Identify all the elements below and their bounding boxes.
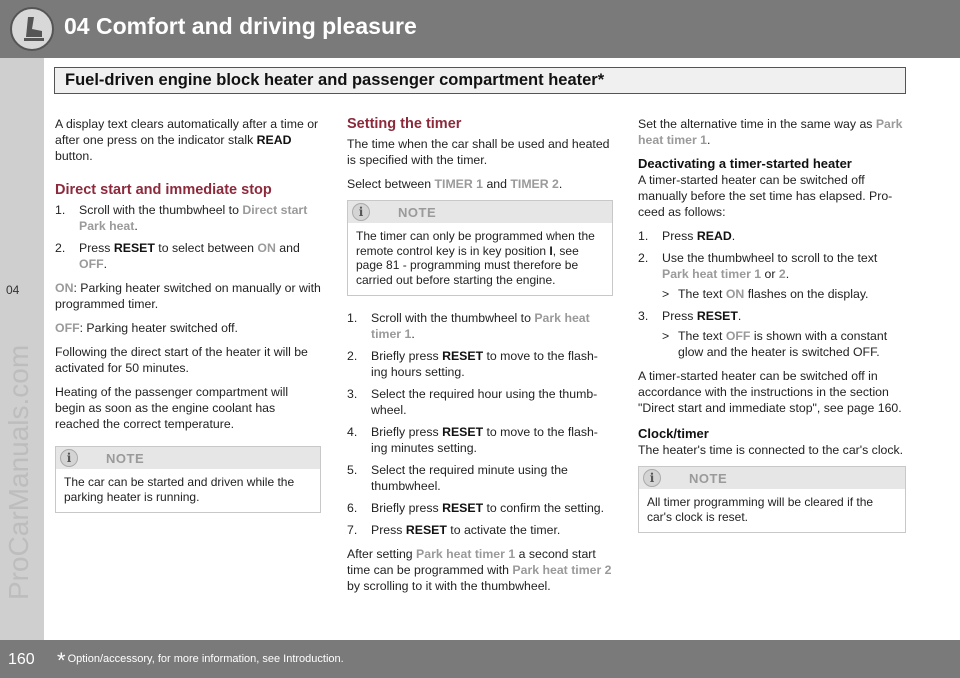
manual-off-paragraph: A timer-started heater can be switched off in accordance with the instructions in the section "Direct start and immediate stop", see page 160.: [638, 369, 902, 415]
heading-deactivating: Deactivating a timer-started heater: [638, 156, 852, 171]
section-title: Fuel-driven engine block heater and passenger compartment heater*: [65, 71, 605, 89]
after-setting-paragraph: After setting Park heat timer 1 a second start time can be programmed with Park heat timer 2 by scrolling to it with the thumbwheel.: [347, 547, 612, 593]
timer-steps: [347, 310, 613, 538]
list-item: 3. Press RESET. > The text OFF is shown with a constant glow and the heater is switched OFF.: [638, 308, 906, 360]
deactivating-steps: [638, 228, 906, 360]
info-icon: i: [60, 449, 78, 467]
step-result: > The text OFF is shown with a constant glow and the heater is switched OFF.: [662, 329, 888, 359]
note-label: NOTE: [689, 471, 728, 486]
list-item: 7. Press RESET to activate the timer.: [347, 523, 561, 537]
page-header: [0, 0, 960, 58]
list-item: 4. Briefly press RESET to move to the flash-ing minutes setting.: [347, 425, 598, 455]
column-3: [638, 116, 906, 543]
note-text: The timer can only be programmed when the remote control key is in key position I, see page 81 - programming must therefore be carried out before starting the engine.: [356, 229, 595, 287]
timer-intro: The time when the car shall be used and heated is specified with the timer.: [347, 137, 610, 167]
clock-paragraph: The heater's time is connected to the car's clock.: [638, 443, 904, 457]
note-box: [347, 200, 613, 296]
list-item: 1. Scroll with the thumbwheel to Direct start Park heat.: [55, 203, 308, 233]
direct-start-steps: [55, 202, 321, 272]
footnote: * Option/accessory, for more information, see Introduction.: [57, 648, 344, 673]
note-text: All timer programming will be cleared if the car's clock is reset.: [647, 495, 874, 524]
list-item: 5. Select the required minute using the thumbwheel.: [347, 463, 568, 493]
list-item: 1. Press READ.: [638, 229, 736, 243]
deactivating-intro: A timer-started heater can be switched off manually before the set time has elapsed. Pro-ceed as follows:: [638, 173, 893, 219]
info-icon: i: [352, 203, 370, 221]
note-box: [55, 446, 321, 513]
note-box: [638, 466, 906, 533]
list-item: 2. Use the thumbwheel to scroll to the text Park heat timer 1 or 2. > The text ON flashes on the display.: [638, 250, 906, 302]
seat-icon: [10, 7, 54, 51]
list-item: 2. Press RESET to select between ON and OFF.: [55, 241, 300, 271]
list-item: 1. Scroll with the thumbwheel to Park heat timer 1.: [347, 311, 590, 341]
chapter-title: 04 Comfort and driving pleasure: [64, 13, 417, 39]
section-title-bar: [54, 67, 906, 94]
list-item: 2. Briefly press RESET to move to the flash-ing hours setting.: [347, 349, 598, 379]
select-timer: Select between TIMER 1 and TIMER 2.: [347, 177, 563, 191]
heading-setting-timer: Setting the timer: [347, 116, 462, 132]
watermark: ProCarManuals.com: [3, 344, 34, 600]
on-description: ON: Parking heater switched on manually or with programmed timer.: [55, 281, 321, 311]
info-icon: i: [643, 469, 661, 487]
chapter-number: 04: [6, 283, 20, 297]
column-1: [55, 116, 321, 523]
heating-paragraph: Heating of the passenger compartment will begin as soon as the engine coolant has reached the correct temperature.: [55, 385, 289, 431]
list-item: 6. Briefly press RESET to confirm the setting.: [347, 501, 605, 515]
page-number: 160: [8, 651, 35, 668]
following-paragraph: Following the direct start of the heater it will be activated for 50 minutes.: [55, 345, 308, 375]
heading-direct-start: Direct start and immediate stop: [55, 182, 272, 198]
note-label: NOTE: [106, 451, 145, 466]
off-description: OFF: Parking heater switched off.: [55, 321, 238, 335]
page-footer: [0, 640, 960, 678]
column-2: [347, 116, 613, 602]
note-label: NOTE: [398, 205, 437, 220]
intro-paragraph: A display text clears automatically after a time or after one press on the indicator stalk READ button.: [55, 117, 319, 163]
heading-clock-timer: Clock/timer: [638, 426, 709, 441]
step-result: > The text ON flashes on the display.: [662, 287, 869, 301]
alternative-time-paragraph: Set the alternative time in the same way as Park heat timer 1.: [638, 117, 903, 147]
note-text: The car can be started and driven while the parking heater is running.: [64, 475, 295, 504]
list-item: 3. Select the required hour using the thumb-wheel.: [347, 387, 598, 417]
